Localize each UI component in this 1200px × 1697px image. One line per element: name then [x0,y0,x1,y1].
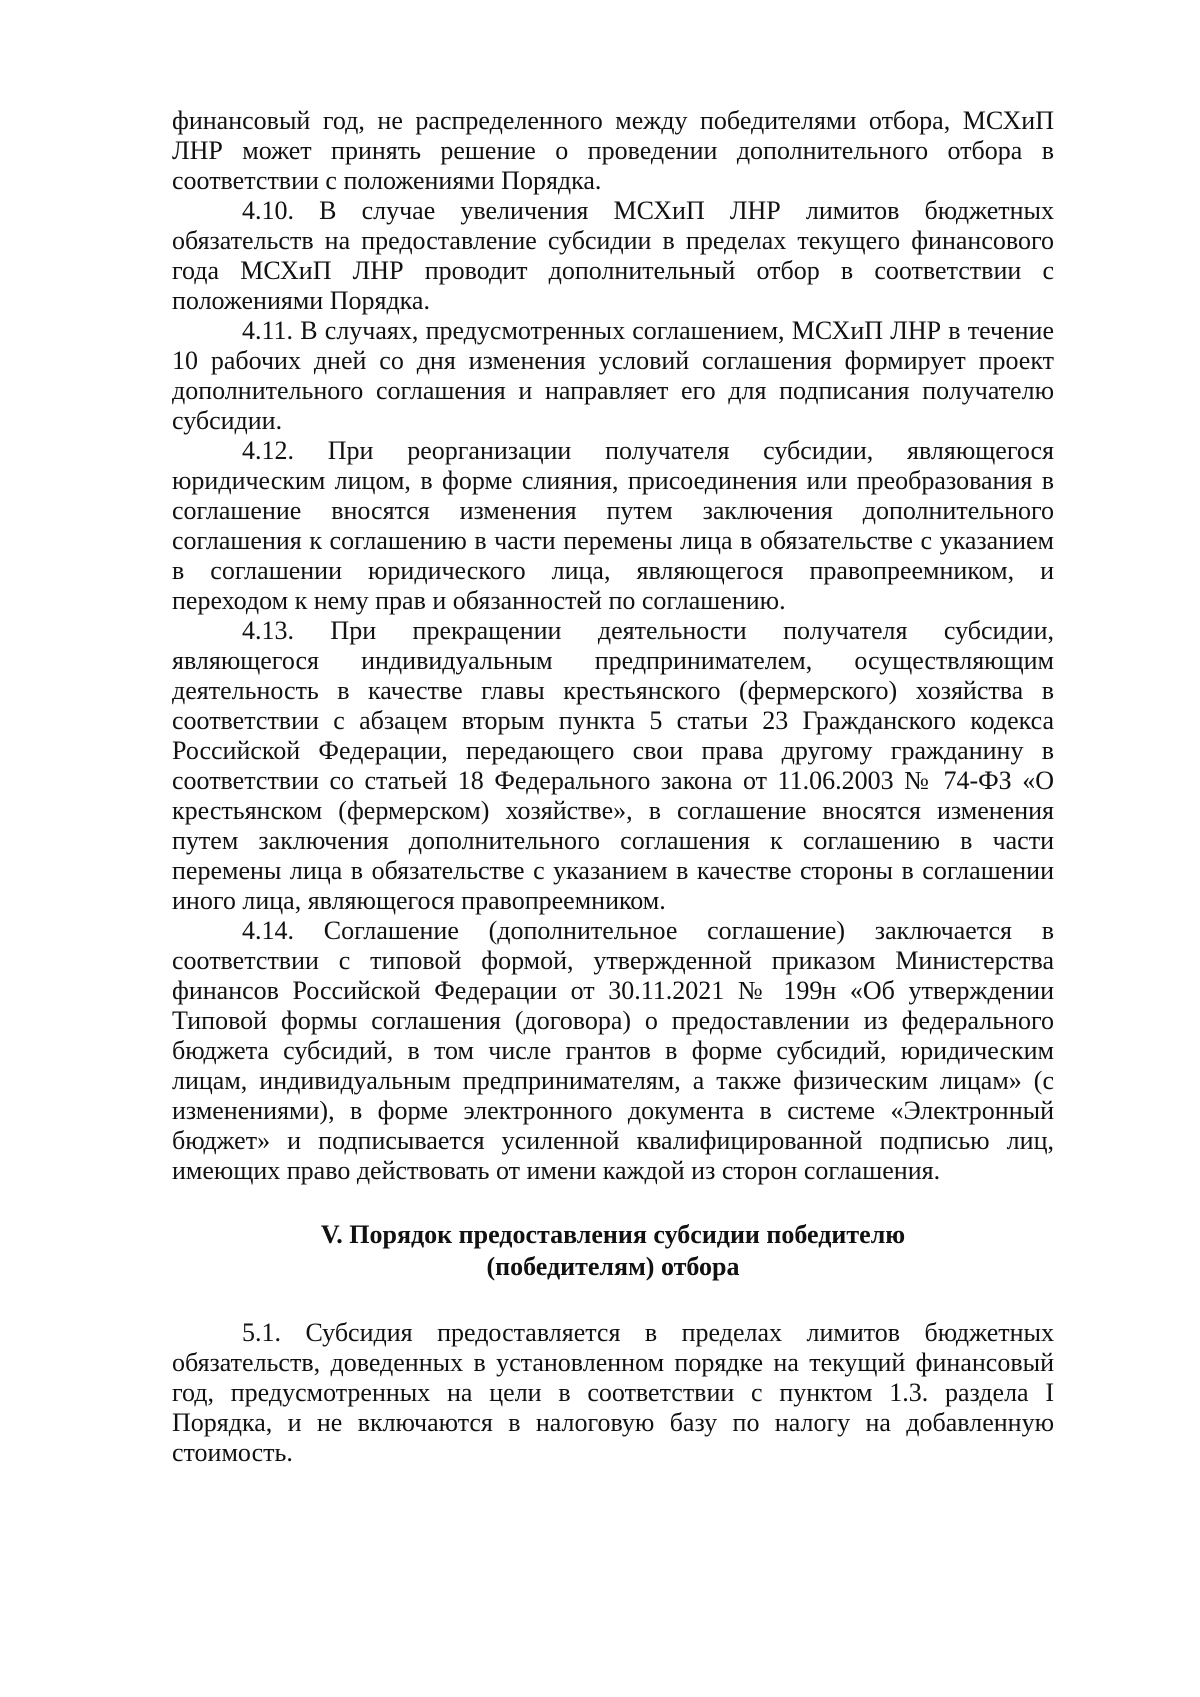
paragraph-4-13: 4.13. При прекращении деятельности получателя субсидии, являющегося индивидуальным предпринимателем, осуществляющим деятельность в качестве главы крестьянского (фермерского) хозяйства в соответствии с абзацем вторым пункта 5 статьи 23 Гражданского кодекса Российской Федерации, передающего свои права другому гражданину в соответствии со статьей 18 Федерального закона от 11.06.2003 № 74-ФЗ «О крестьянском (фермерском) хозяйстве», в соглашение вносятся изменения путем заключения дополнительного соглашения к соглашению в части перемены лица в обязательстве с указанием в качестве стороны в соглашении иного лица, являющегося правопреемником. [172,616,1054,915]
section-heading-line-2: (победителям) отбора [486,1252,740,1281]
paragraph-4-14: 4.14. Соглашение (дополнительное соглашение) заключается в соответствии с типовой формой, утвержденной приказом Министерства финансов Российской Федерации от 30.11.2021 № 199н «Об утверждении Типовой формы соглашения (договора) о предоставлении из федерального бюджета субсидий, в том числе грантов в форме субсидий, юридическим лицам, индивидуальным предпринимателям, а также физическим лицам» (с изменениями), в форме электронного документа в системе «Электронный бюджет» и подписывается усиленной квалифицированной подписью лиц, имеющих право действовать от имени каждой из сторон соглашения. [172,916,1054,1185]
paragraph-continuation: финансовый год, не распределенного между победителями отбора, МСХиП ЛНР может принять решение о проведении дополнительного отбора в соответствии с положениями Порядка. [172,106,1054,195]
section-heading [172,1219,1054,1283]
document-page [172,106,1054,1468]
paragraph-4-10: 4.10. В случае увеличения МСХиП ЛНР лимитов бюджетных обязательств на предоставление субсидии в пределах текущего финансового года МСХиП ЛНР проводит дополнительный отбор в соответствии с положениями Порядка. [172,196,1054,315]
paragraph-4-12: 4.12. При реорганизации получателя субсидии, являющегося юридическим лицом, в форме слияния, присоединения или преобразования в соглашение вносятся изменения путем заключения дополнительного соглашения к соглашению в части перемены лица в обязательстве с указанием в соглашении юридического лица, являющегося правопреемником, и переходом к нему прав и обязанностей по соглашению. [172,436,1054,615]
paragraph-5-1: 5.1. Субсидия предоставляется в пределах лимитов бюджетных обязательств, доведенных в установленном порядке на текущий финансовый год, предусмотренных на цели в соответствии с пунктом 1.3. раздела I Порядка, и не включаются в налоговую базу по налогу на добавленную стоимость. [172,1318,1054,1467]
paragraph-4-11: 4.11. В случаях, предусмотренных соглашением, МСХиП ЛНР в течение 10 рабочих дней со дня изменения условий соглашения формирует проект дополнительного соглашения и направляет его для подписания получателю субсидии. [172,316,1054,435]
section-heading-line-1: V. Порядок предоставления субсидии победителю [320,1220,906,1249]
